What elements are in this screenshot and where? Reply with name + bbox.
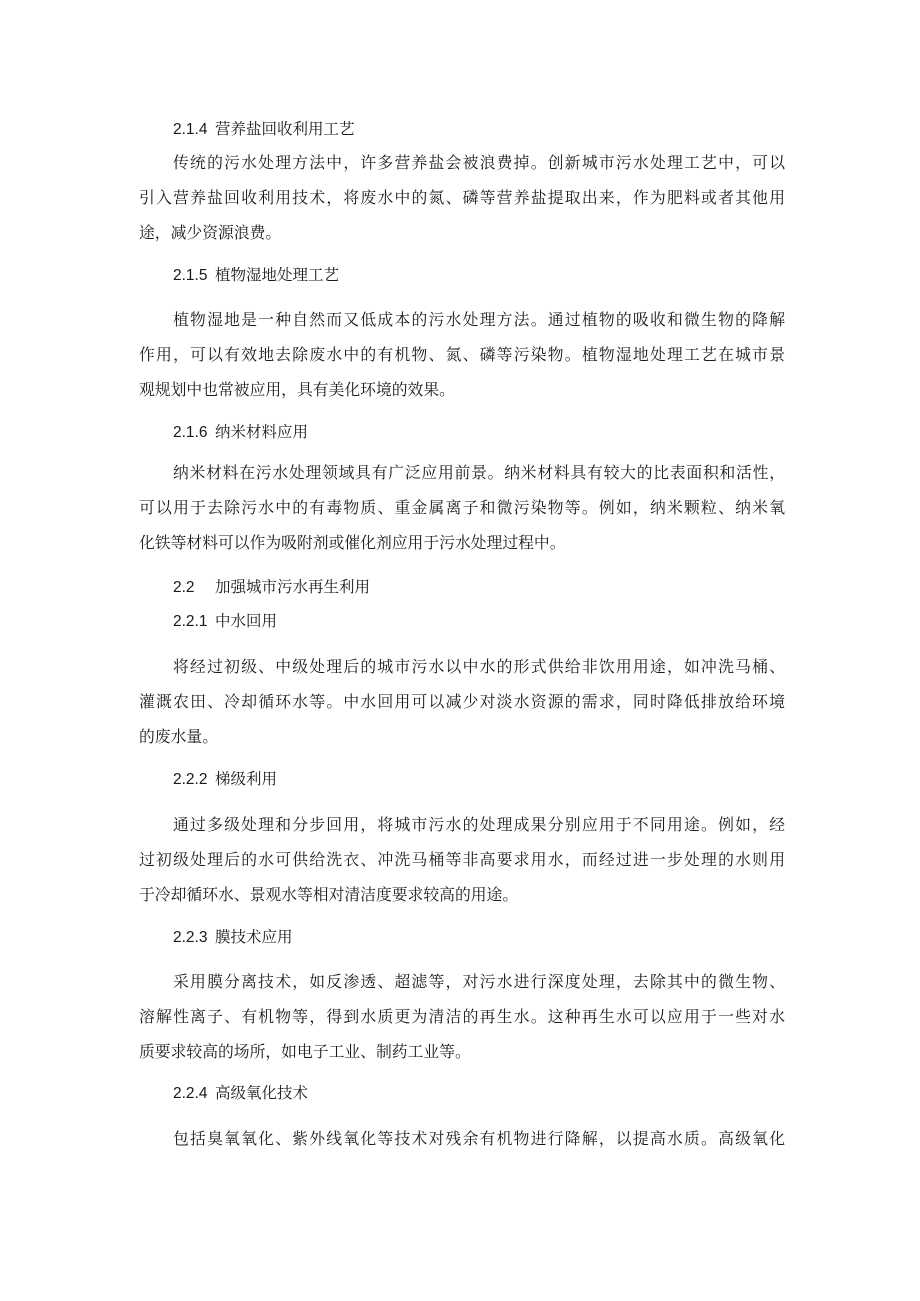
section-heading bbox=[173, 1082, 308, 1105]
paragraph-line: 观规划中也常被应用，具有美化环境的效果。 bbox=[139, 380, 455, 399]
paragraph-line: 途，减少资源浪费。 bbox=[139, 223, 282, 242]
section-heading bbox=[173, 576, 370, 599]
paragraph-line: 植物湿地是一种自然而又低成本的污水处理方法。通过植物的吸收和微生物的降解 bbox=[173, 310, 785, 329]
paragraph bbox=[139, 656, 785, 761]
paragraph-line: 传统的污水处理方法中，许多营养盐会被浪费掉。创新城市污水处理工艺中，可以 bbox=[173, 153, 785, 172]
section-number: 2.2.3 bbox=[173, 929, 208, 946]
section-heading bbox=[173, 610, 277, 633]
section-heading bbox=[173, 421, 308, 444]
section-title: 中水回用 bbox=[215, 612, 278, 630]
paragraph-line: 包括臭氧氧化、紫外线氧化等技术对残余有机物进行降解，以提高水质。高级氧化 bbox=[173, 1129, 785, 1148]
paragraph-line: 化铁等材料可以作为吸附剂或催化剂应用于污水处理过程中。 bbox=[139, 533, 566, 552]
section-title: 膜技术应用 bbox=[215, 928, 293, 946]
paragraph bbox=[139, 1128, 785, 1163]
paragraph-line: 灌溉农田、冷却循环水等。中水回用可以减少对淡水资源的需求，同时降低排放给环境 bbox=[139, 692, 785, 711]
section-heading bbox=[173, 768, 277, 791]
section-number: 2.1.5 bbox=[173, 267, 208, 284]
section-title: 植物湿地处理工艺 bbox=[215, 266, 340, 284]
section-number: 2.2.2 bbox=[173, 771, 208, 788]
paragraph-line: 过初级处理后的水可供给洗衣、冲洗马桶等非高要求用水，而经过进一步处理的水则用 bbox=[139, 850, 785, 869]
section-heading bbox=[173, 264, 339, 287]
paragraph bbox=[139, 152, 785, 257]
paragraph-line: 作用，可以有效地去除废水中的有机物、氮、磷等污染物。植物湿地处理工艺在城市景 bbox=[139, 345, 785, 364]
section-number: 2.2 bbox=[173, 579, 195, 596]
section-number: 2.1.6 bbox=[173, 424, 208, 441]
paragraph-line: 引入营养盐回收利用技术，将废水中的氮、磷等营养盐提取出来，作为肥料或者其他用 bbox=[139, 188, 785, 207]
section-title: 营养盐回收利用工艺 bbox=[215, 120, 355, 138]
paragraph-line: 于冷却循环水、景观水等相对清洁度要求较高的用途。 bbox=[139, 885, 519, 904]
paragraph bbox=[139, 462, 785, 567]
paragraph-line: 将经过初级、中级处理后的城市污水以中水的形式供给非饮用用途，如冲洗马桶、 bbox=[173, 657, 785, 676]
section-number: 2.1.4 bbox=[173, 121, 208, 138]
paragraph-line: 纳米材料在污水处理领域具有广泛应用前景。纳米材料具有较大的比表面积和活性， bbox=[173, 463, 785, 482]
section-heading bbox=[173, 926, 293, 949]
paragraph-line: 可以用于去除污水中的有毒物质、重金属离子和微污染物等。例如，纳米颗粒、纳米氧 bbox=[139, 498, 785, 517]
paragraph-line: 通过多级处理和分步回用，将城市污水的处理成果分别应用于不同用途。例如，经 bbox=[173, 815, 785, 834]
paragraph-line: 质要求较高的场所，如电子工业、制药工业等。 bbox=[139, 1042, 471, 1061]
section-title: 加强城市污水再生利用 bbox=[215, 578, 371, 596]
paragraph-line: 的废水量。 bbox=[139, 727, 218, 746]
paragraph bbox=[139, 309, 785, 414]
section-number: 2.2.1 bbox=[173, 613, 208, 630]
paragraph bbox=[139, 971, 785, 1076]
section-number: 2.2.4 bbox=[173, 1085, 208, 1102]
section-title: 纳米材料应用 bbox=[215, 423, 309, 441]
section-heading bbox=[173, 118, 355, 141]
section-title: 梯级利用 bbox=[215, 770, 278, 788]
paragraph bbox=[139, 814, 785, 919]
paragraph-line: 采用膜分离技术，如反渗透、超滤等，对污水进行深度处理，去除其中的微生物、 bbox=[173, 972, 785, 991]
paragraph-line: 溶解性离子、有机物等，得到水质更为清洁的再生水。这种再生水可以应用于一些对水 bbox=[139, 1007, 785, 1026]
section-title: 高级氧化技术 bbox=[215, 1084, 309, 1102]
